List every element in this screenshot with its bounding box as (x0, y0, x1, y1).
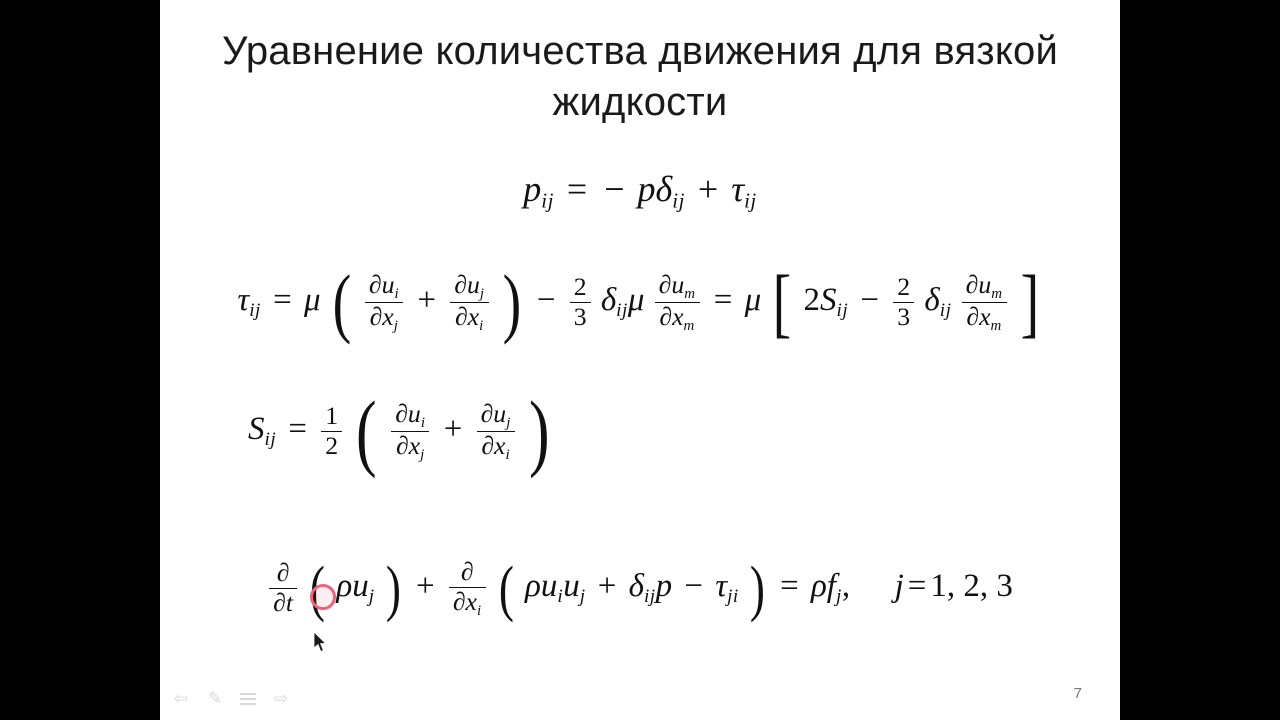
previous-slide-arrow-icon[interactable]: ⇦ (173, 689, 189, 708)
equation-stress-tensor-definition: $p_{ij}$ = − $p\delta_{ij} + \tau_{ij}$ (523, 169, 757, 213)
equation-viscous-stress-tensor: $\tau_{ij} = \mu$ ( $\frac{\partial u_i}{\partial x_j}$ + $\frac{\partial u_j}{\partial x_i}$ ) − $\frac{2}{3}$ $\delta_{ij}\mu$ $\frac{\partial u_m}{\partial x_m}$ = μ [ $2S_{ij}$ − $\frac{2}{3}$ $\delta_{ij}$ $\frac{\partial u_m}{\partial x_m}$ ] (237, 259, 1039, 345)
menu-lines-icon[interactable] (240, 693, 256, 705)
page-title: Уравнение количества движения для вязкой жидкости (222, 29, 1058, 125)
slide-number: 7 (1073, 685, 1082, 702)
letterbox-left (0, 0, 160, 720)
pen-tool-icon[interactable]: ✎ (207, 689, 223, 708)
next-slide-arrow-icon[interactable]: ⇨ (273, 689, 289, 708)
slideshow-toolbar[interactable] (172, 690, 290, 708)
equation-momentum-conservation: $\frac{\partial}{\partial t}$ ( $\rho u_j$ ) + $\frac{\partial}{\partial x_i}$ ( $\rho u_iu_j + \delta_{ij}p - \tau_{ji}$ ) = $\rho f_j$, j = 1, 2, 3 (160, 552, 1120, 625)
equation-strain-rate-tensor: $S_{ij}$ = $\frac{1}{2}$ ( $\frac{\partial u_i}{\partial x_j}$ + $\frac{\partial u_j}{\partial x_i}$ ) (248, 384, 550, 479)
click-highlight-ring (310, 584, 336, 610)
mouse-pointer-icon (314, 632, 328, 654)
slide-canvas[interactable] (160, 0, 1120, 720)
letterbox-right (1120, 0, 1280, 720)
